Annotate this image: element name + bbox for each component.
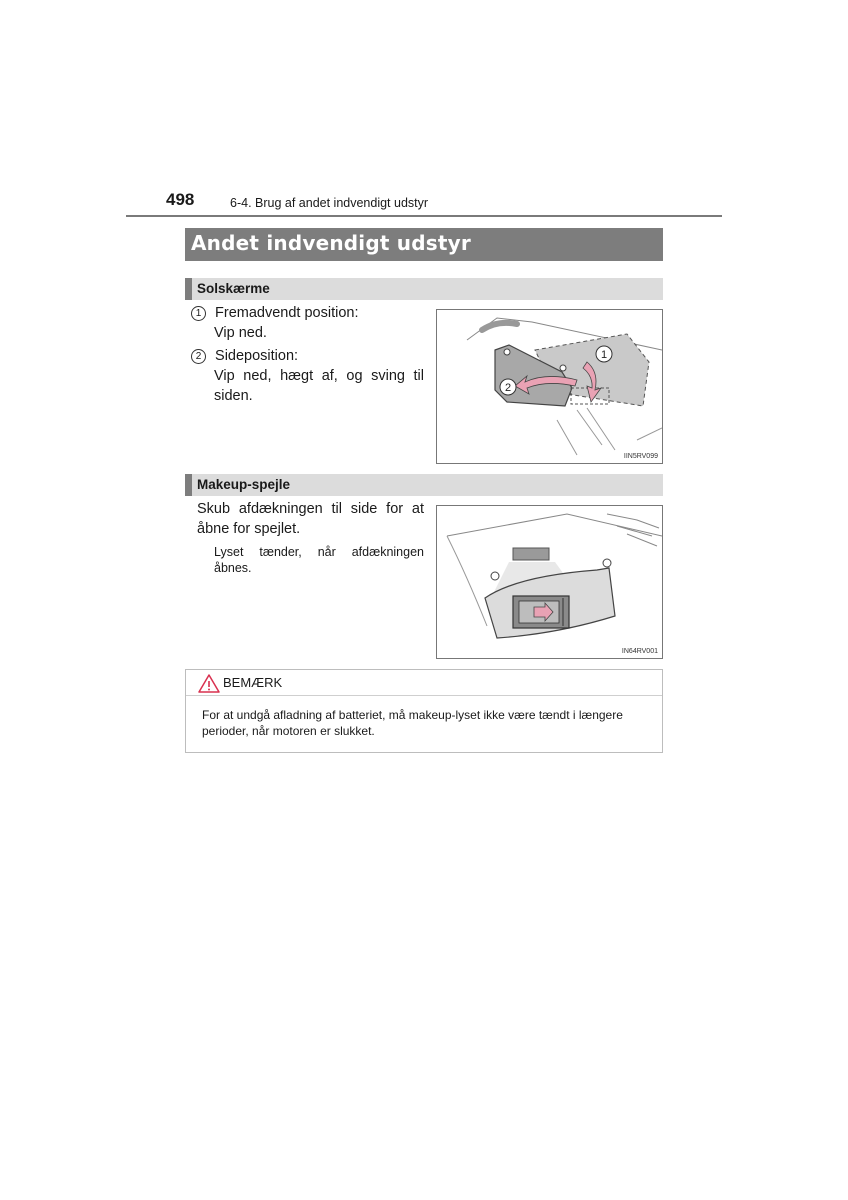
chapter-title: Andet indvendigt udstyr — [185, 228, 663, 261]
mirror-instruction-line1: Skub afdækningen til side for at — [197, 501, 424, 517]
list-item-text: siden. — [214, 388, 253, 404]
figure-code: IIN5RV099 — [623, 453, 658, 460]
mirror-note-line2: åbnes. — [214, 561, 252, 575]
list-item-side-position — [191, 346, 298, 367]
sun-visor-illustration — [437, 310, 662, 463]
header-rule — [126, 215, 722, 217]
page-number: 498 — [166, 190, 195, 209]
notice-header — [186, 670, 662, 696]
running-head: 6-4. Brug af andet indvendigt udstyr — [230, 196, 429, 210]
vanity-mirror-figure — [436, 505, 663, 659]
callout-1-label: 1 — [600, 349, 608, 361]
mirror-instruction-line2: åbne for spejlet. — [197, 521, 301, 537]
warning-triangle-icon — [198, 674, 220, 693]
callout-2-label: 2 — [504, 382, 512, 394]
list-item-title: Sideposition: — [215, 348, 299, 364]
list-item-text: Vip ned, hægt af, og sving til — [214, 368, 424, 384]
notice-body: For at undgå afladning af batteriet, må makeup-lyset ikke være tændt i længere perioder, når motoren er slukket. — [202, 708, 623, 738]
section-heading-vanity-mirrors: Makeup-spejle — [185, 474, 663, 496]
list-item-forward-position — [191, 303, 359, 324]
step-marker-1: 1 — [191, 306, 206, 321]
figure-code: IN64RV001 — [621, 648, 658, 655]
list-item-text: Vip ned. — [214, 325, 267, 341]
mirror-note-line1: Lyset tænder, når afdækningen — [214, 545, 424, 559]
sun-visor-figure — [436, 309, 663, 464]
notice-label: BEMÆRK — [223, 675, 283, 690]
section-heading-sun-visors: Solskærme — [185, 278, 663, 300]
vanity-mirror-illustration — [437, 506, 662, 658]
list-item-title: Fremadvendt position: — [215, 305, 359, 321]
step-marker-2: 2 — [191, 349, 206, 364]
notice-box — [185, 669, 663, 753]
